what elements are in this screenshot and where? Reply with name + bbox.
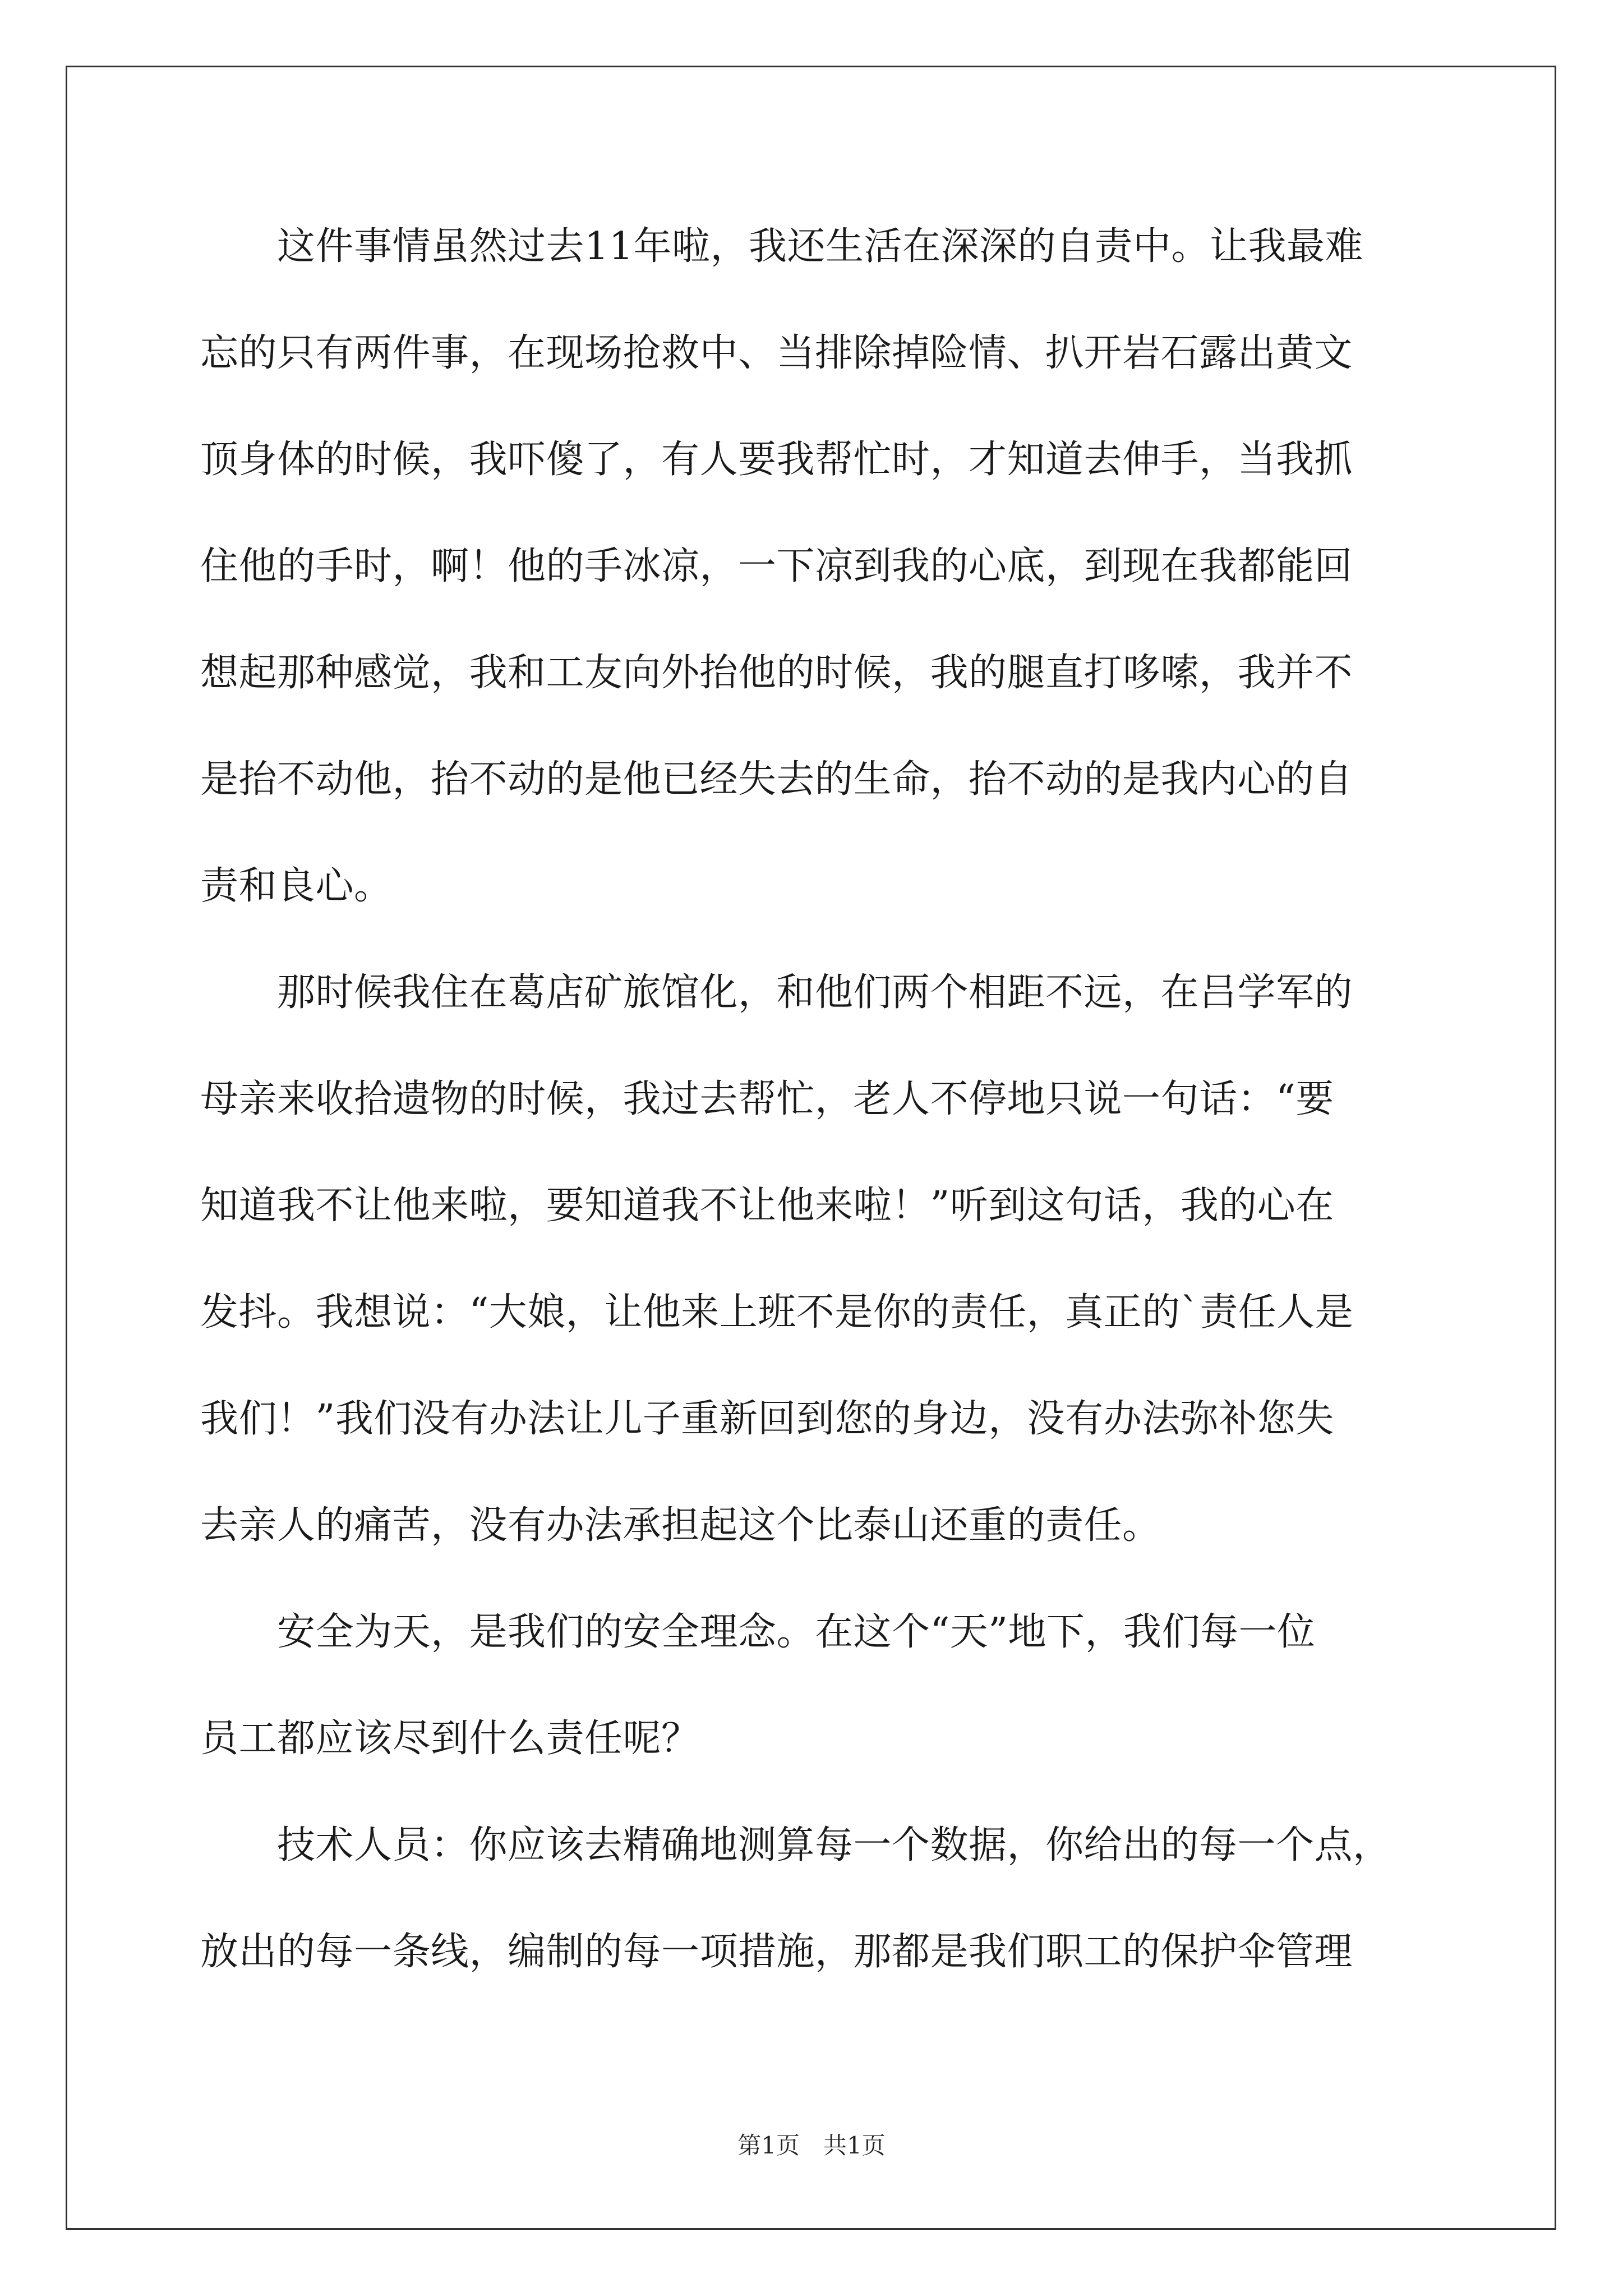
text-line: 放出的每一条线，编制的每一项措施，那都是我们职工的保护伞管理 <box>200 1930 1353 1974</box>
text-line: 安全为天，是我们的安全理念。在这个“天”地下，我们每一位 <box>200 1610 1316 1654</box>
page-border <box>66 66 1556 2230</box>
text-line: 技术人员：你应该去精确地测算每一个数据，你给出的每一个点， <box>200 1823 1391 1867</box>
text-line: 顶身体的时候，我吓傻了，有人要我帮忙时，才知道去伸手，当我抓 <box>200 438 1353 482</box>
text-line: 那时候我住在葛店矿旅馆化，和他们两个相距不远，在吕学军的 <box>200 970 1353 1015</box>
text-line: 知道我不让他来啦，要知道我不让他来啦！”听到这句话，我的心在 <box>200 1184 1334 1228</box>
text-line: 忘的只有两件事，在现场抢救中、当排除掉险情、扒开岩石露出黄文 <box>200 331 1353 375</box>
text-line: 这件事情虽然过去11年啦，我还生活在深深的自责中。让我最难 <box>200 224 1364 269</box>
text-line: 母亲来收拾遗物的时候，我过去帮忙，老人不停地只说一句话：“要 <box>200 1077 1334 1121</box>
text-line: 想起那种感觉，我和工友向外抬他的时候，我的腿直打哆嗦，我并不 <box>200 651 1353 695</box>
text-line: 责和良心。 <box>200 864 393 908</box>
text-line: 我们！”我们没有办法让儿子重新回到您的身边，没有办法弥补您失 <box>200 1397 1334 1441</box>
text-line: 是抬不动他，抬不动的是他已经失去的生命，抬不动的是我内心的自 <box>200 757 1353 802</box>
page-footer: 第1页 共1页 <box>737 2132 886 2159</box>
text-line: 住他的手时，啊！他的手冰凉，一下凉到我的心底，到现在我都能回 <box>200 544 1353 588</box>
text-line: 去亲人的痛苦，没有办法承担起这个比泰山还重的责任。 <box>200 1503 1161 1548</box>
text-line: 发抖。我想说：“大娘，让他来上班不是你的责任，真正的`责任人是 <box>200 1290 1354 1335</box>
text-line: 员工都应该尽到什么责任呢？ <box>200 1717 700 1761</box>
